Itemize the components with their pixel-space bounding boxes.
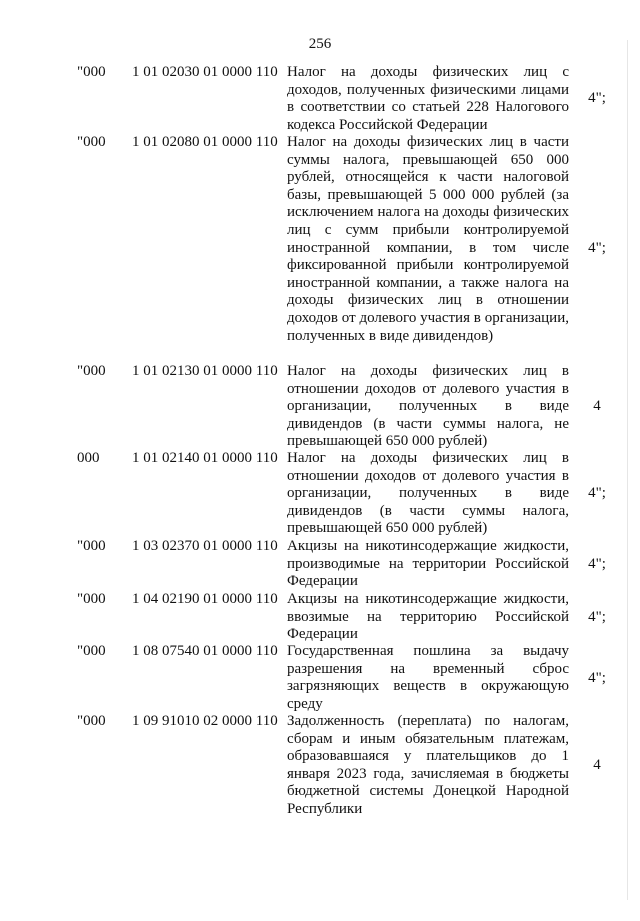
revenue-description: Налог на доходы физических лиц в отношении доходов от долевого участия в организации, полученных в виде дивидендов (в части суммы налога, превышающей 650 000 рублей) — [287, 450, 569, 537]
revenue-code: 1 01 02140 01 0000 110 — [132, 450, 278, 466]
revenue-description: Налог на доходы физических лиц в отношении доходов от долевого участия в организации, полученных в виде дивидендов (в части суммы налога, не превышающей 650 000 рублей) — [287, 363, 569, 450]
revenue-description: Акцизы на никотинсодержащие жидкости, ввозимые на территорию Российской Федерации — [287, 591, 569, 643]
revenue-code: 1 01 02030 01 0000 110 — [132, 64, 278, 80]
admin-code: "000 — [77, 591, 106, 607]
admin-code: "000 — [77, 363, 106, 379]
revenue-description: Задолженность (переплата) по налогам, сборам и иным обязательным платежам, образовавшаяся у плательщиков до 1 января 2023 года, зачисляемая в бюджеты бюджетной системы Донецкой Народной Республики — [287, 713, 569, 817]
norm-value: 4 — [593, 398, 601, 414]
norm-value: 4"; — [588, 609, 606, 625]
norm-value: 4"; — [588, 485, 606, 501]
revenue-code: 1 01 02130 01 0000 110 — [132, 363, 278, 379]
norm-value: 4 — [593, 757, 601, 773]
norm-value: 4"; — [588, 670, 606, 686]
admin-code: "000 — [77, 64, 106, 80]
page-number: 256 — [308, 36, 332, 52]
admin-code: 000 — [77, 450, 100, 466]
revenue-description: Государственная пошлина за выдачу разрешения на временный сброс загрязняющих веществ в окружающую среду — [287, 643, 569, 712]
revenue-code: 1 01 02080 01 0000 110 — [132, 134, 278, 150]
revenue-description: Налог на доходы физических лиц в части суммы налога, превышающей 650 000 рублей, относящейся к части налоговой базы, превышающей 5 000 000 рублей (за исключением налога на доходы физических лиц с сумм прибыли контролируемой иностранной компании, в том числе фиксированной прибыли контролируемой иностранной компании, а также налога на доходы физических лиц в отношении доходов от долевого участия в организации, полученных в виде дивидендов) — [287, 134, 569, 344]
revenue-description: Налог на доходы физических лиц с доходов, полученных физическими лицами в соответствии со статьей 228 Налогового кодекса Российской Федерации — [287, 64, 569, 133]
revenue-code: 1 04 02190 01 0000 110 — [132, 591, 278, 607]
revenue-description: Акцизы на никотинсодержащие жидкости, производимые на территории Российской Федерации — [287, 538, 569, 590]
norm-value: 4"; — [588, 556, 606, 572]
revenue-code: 1 09 91010 02 0000 110 — [132, 713, 278, 729]
norm-value: 4"; — [588, 240, 606, 256]
norm-value: 4"; — [588, 90, 606, 106]
revenue-code: 1 08 07540 01 0000 110 — [132, 643, 278, 659]
revenue-code: 1 03 02370 01 0000 110 — [132, 538, 278, 554]
admin-code: "000 — [77, 713, 106, 729]
admin-code: "000 — [77, 538, 106, 554]
admin-code: "000 — [77, 643, 106, 659]
scan-edge-line — [627, 40, 628, 900]
admin-code: "000 — [77, 134, 106, 150]
